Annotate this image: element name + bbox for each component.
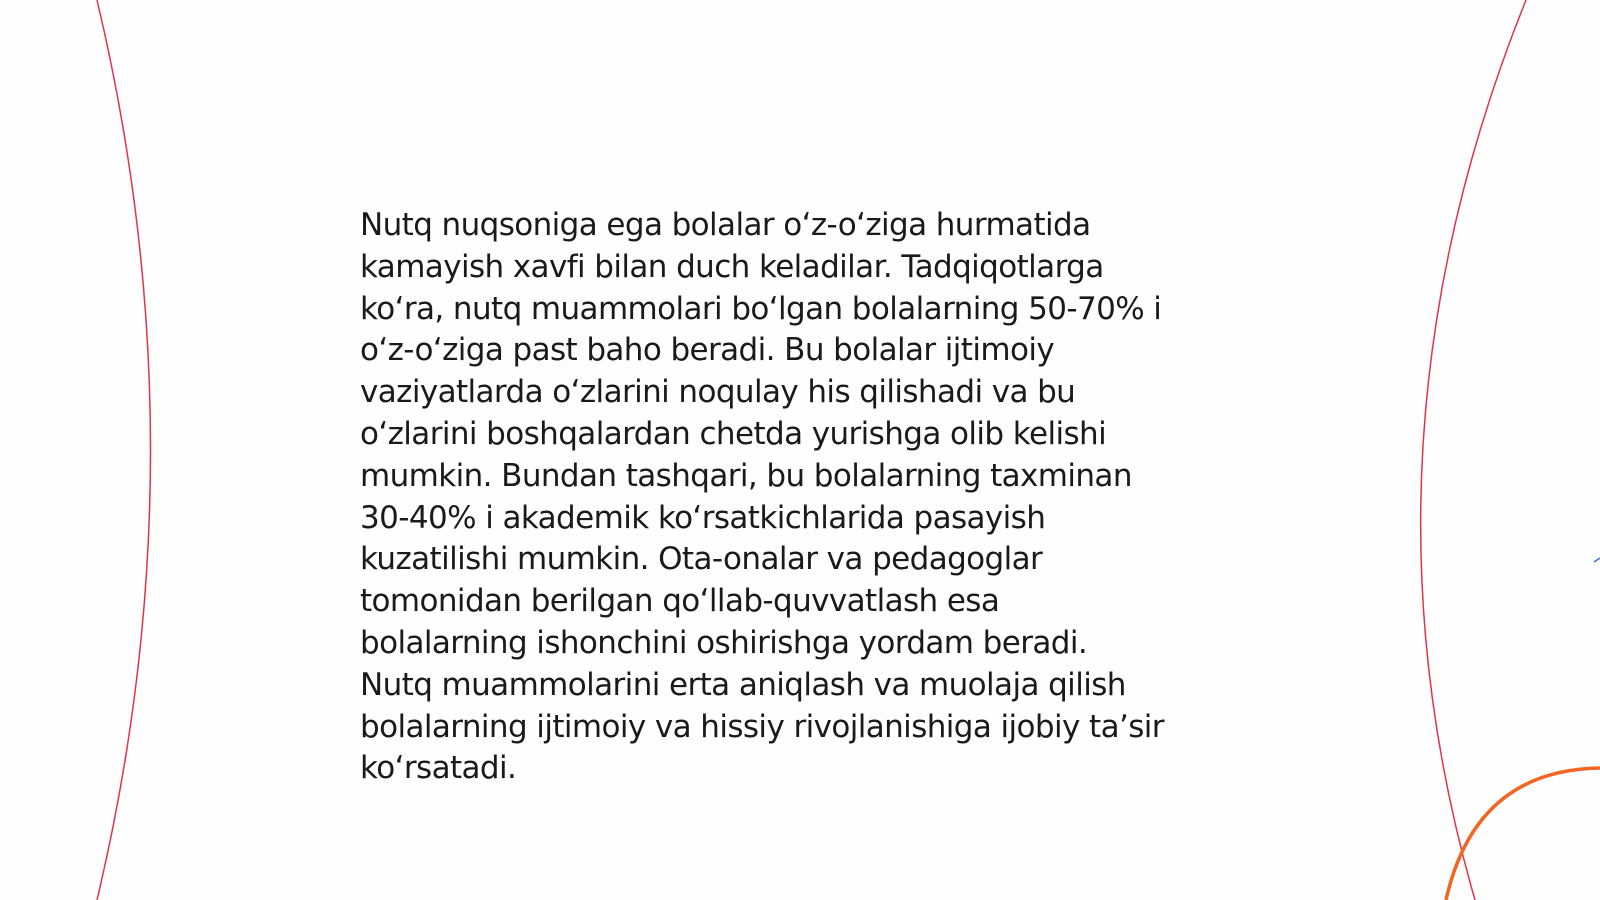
left-curve xyxy=(97,0,151,900)
body-paragraph: Nutq nuqsoniga ega bolalar o‘z-o‘ziga hurmatida kamayish xavfi bilan duch keladilar. Tadqiqotlarga ko‘ra, nutq muammolari bo‘lgan bolalarning 50-70% i o‘z-o‘ziga past baho beradi. Bu bolalar ijtimoiy vaziyatlarda o‘zlarini noqulay his qilishadi va bu o‘zlarini boshqalardan chetda yurishga olib kelishi mumkin. Bundan tashqari, bu bolalarning taxminan 30-40% i akademik ko‘rsatkichlarida pasayish kuzatilishi mumkin. Ota-onalar va pedagoglar tomonidan berilgan qo‘llab-quvvatlash esa bolalarning ishonchini oshirishga yordam beradi. Nutq muammolarini erta aniqlash va muolaja qilish bolalarning ijtimoiy va hissiy rivojlanishiga ijobiy ta’sir ko‘rsatadi. xyxy=(360,207,1164,787)
right-curve xyxy=(1421,0,1526,900)
small-accent-mark xyxy=(1594,558,1600,562)
